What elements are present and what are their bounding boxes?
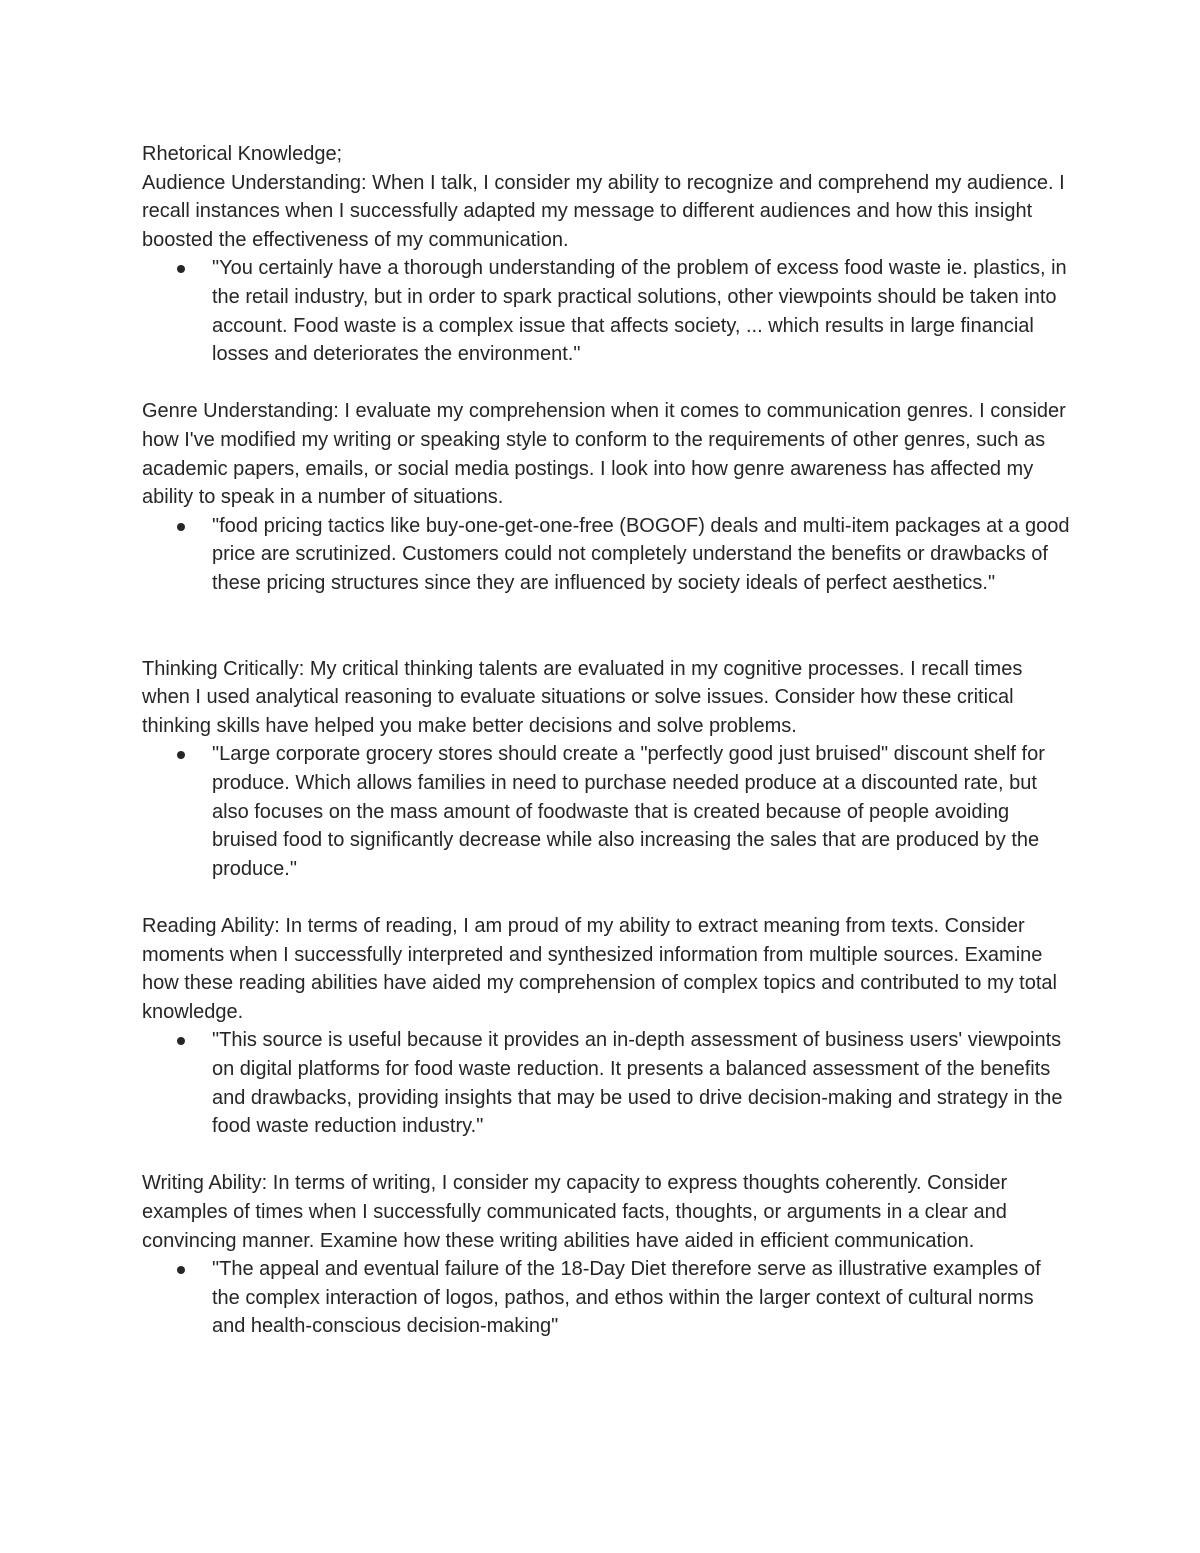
- paragraph-spacer: [142, 883, 1072, 912]
- section-body: Writing Ability: In terms of writing, I consider my capacity to express thoughts coherently. Consider examples of times when I successfully communicated facts, thoughts, or arguments in a clear and convincing manner. Examine how these writing abilities have aided in efficient communication.: [142, 1172, 1008, 1252]
- section-audience-understanding: [142, 169, 1072, 255]
- quote-list: [142, 1255, 1072, 1341]
- section-genre-understanding: [142, 397, 1072, 511]
- quote-item: [212, 1026, 1072, 1140]
- quote-text: "food pricing tactics like buy-one-get-one-free (BOGOF) deals and multi-item packages at a good price are scrutinized. Customers could not completely understand the benefits or drawbacks of these pricing structures since they are influenced by society ideals of perfect aesthetics.": [212, 514, 1070, 594]
- quote-text: "You certainly have a thorough understanding of the problem of excess food waste ie. plastics, in the retail industry, but in order to spark practical solutions, other viewpoints should be taken into account. Food waste is a complex issue that affects society, ... which results in large financial losses and deteriorates the environment.": [212, 257, 1067, 366]
- bullet-icon: [177, 523, 185, 531]
- bullet-icon: [177, 751, 185, 759]
- bullet-icon: [177, 1266, 185, 1274]
- section-writing-ability: [142, 1169, 1072, 1255]
- document-heading: [142, 140, 1072, 169]
- quote-list: [142, 740, 1072, 883]
- section-body: Reading Ability: In terms of reading, I am proud of my ability to extract meaning from texts. Consider moments when I successfully interpreted and synthesized information from multiple sources. Examine how these reading abilities have aided my comprehension of complex topics and contributed to my total knowledge.: [142, 915, 1057, 1023]
- paragraph-spacer: [142, 1141, 1072, 1170]
- section-body: Genre Understanding: I evaluate my comprehension when it comes to communication genres. I consider how I've modified my writing or speaking style to conform to the requirements of other genres, such as academic papers, emails, or social media postings. I look into how genre awareness has affected my ability to speak in a number of situations.: [142, 400, 1066, 509]
- paragraph-spacer: [142, 598, 1072, 655]
- quote-item: [212, 512, 1072, 598]
- quote-item: [212, 740, 1072, 883]
- section-thinking-critically: [142, 655, 1072, 741]
- quote-item: [212, 254, 1072, 368]
- quote-item: [212, 1255, 1072, 1341]
- section-body: Audience Understanding: When I talk, I consider my ability to recognize and comprehend my audience. I recall instances when I successfully adapted my message to different audiences and how this insight boosted the effectiveness of my communication.: [142, 171, 1065, 251]
- quote-text: "This source is useful because it provides an in-depth assessment of business users' viewpoints on digital platforms for food waste reduction. It presents a balanced assessment of the benefits and drawbacks, providing insights that may be used to drive decision-making and strategy in the food waste reduction industry.": [212, 1029, 1063, 1138]
- quote-text: "Large corporate grocery stores should create a "perfectly good just bruised" discount shelf for produce. Which allows families in need to purchase needed produce at a discounted rate, but also focuses on the mass amount of foodwaste that is created because of people avoiding bruised food to significantly decrease while also increasing the sales that are produced by the produce.": [212, 743, 1045, 880]
- paragraph-spacer: [142, 369, 1072, 398]
- bullet-icon: [177, 1037, 185, 1045]
- heading-text: Rhetorical Knowledge;: [142, 143, 343, 165]
- bullet-icon: [177, 265, 185, 273]
- quote-list: [142, 1026, 1072, 1140]
- quote-list: [142, 512, 1072, 598]
- quote-text: "The appeal and eventual failure of the 18-Day Diet therefore serve as illustrative examples of the complex interaction of logos, pathos, and ethos within the larger context of cultural norms and health-conscious decision-making": [212, 1258, 1041, 1338]
- quote-list: [142, 254, 1072, 368]
- section-reading-ability: [142, 912, 1072, 1026]
- section-body: Thinking Critically: My critical thinking talents are evaluated in my cognitive processes. I recall times when I used analytical reasoning to evaluate situations or solve issues. Consider how these critical thinking skills have helped you make better decisions and solve problems.: [142, 657, 1023, 737]
- document-page: [142, 140, 1072, 1341]
